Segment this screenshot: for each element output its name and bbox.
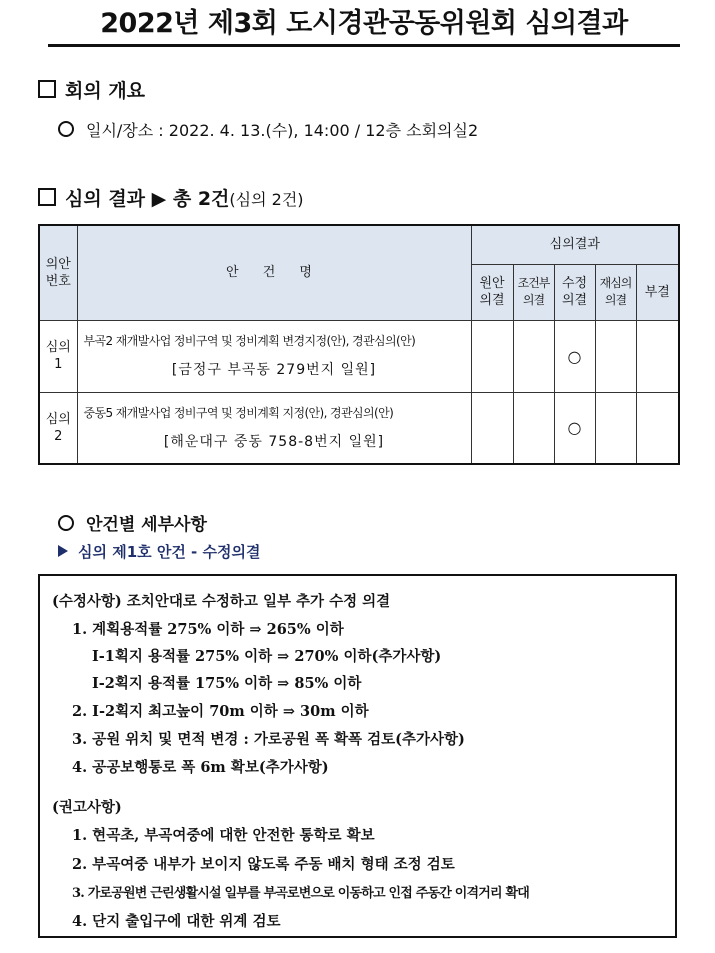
details-heading: 안건별 세부사항	[58, 510, 207, 535]
results-table	[38, 224, 680, 465]
results-heading: 심의 결과 ▶ 총 2건(심의 2건)	[38, 184, 304, 211]
col-header-rejected: 부결	[636, 264, 679, 320]
advice-title: (권고사항)	[52, 799, 122, 816]
mark-conditional	[513, 392, 554, 464]
overview-heading: 회의 개요	[38, 76, 145, 103]
col-header-group: 심의결과	[471, 225, 679, 264]
col-header-review: 재심의 의결	[595, 264, 636, 320]
revision-item: Ⅰ-2획지 용적률 175% 이하 ⇒ 85% 이하	[92, 675, 362, 692]
agenda-location: [해운대구 중동 758-8번지 일원]	[163, 433, 385, 450]
col-header-modified: 수정 의결	[554, 264, 595, 320]
col-header-number: 의안 번호	[39, 225, 77, 320]
row-agenda	[77, 392, 471, 464]
table-row	[39, 320, 679, 392]
mark-original	[471, 392, 513, 464]
row-number: 심의 2	[39, 392, 77, 464]
overview-datetime: 일시/장소 : 2022. 4. 13.(수), 14:00 / 12층 소회의실2	[58, 118, 478, 141]
revision-item: Ⅰ-1획지 용적률 275% 이하 ⇒ 270% 이하(추가사항)	[92, 648, 442, 665]
mark-rejected	[636, 320, 679, 392]
col-header-original: 원안 의결	[471, 264, 513, 320]
page-title: 2022년 제3회 도시경관공동위원회 심의결과	[48, 4, 680, 47]
mark-original	[471, 320, 513, 392]
mark-review	[595, 320, 636, 392]
revision-title: (수정사항) 조치안대로 수정하고 일부 추가 수정 의결	[52, 593, 391, 610]
row-number: 심의 1	[39, 320, 77, 392]
mark-rejected	[636, 392, 679, 464]
mark-review	[595, 392, 636, 464]
col-header-name: 안 건 명	[77, 225, 471, 320]
table-row	[39, 392, 679, 464]
agenda-title: 중동5 재개발사업 정비구역 및 정비계획 지정(안), 경관심의(안)	[83, 405, 394, 420]
row-agenda	[77, 320, 471, 392]
checkbox-square-icon	[38, 80, 56, 98]
col-header-conditional: 조건부 의결	[513, 264, 554, 320]
agenda-location: [금정구 부곡동 279번지 일원]	[171, 362, 377, 378]
mark-modified: ○	[554, 320, 595, 392]
checkbox-square-icon	[38, 188, 56, 206]
details-panel	[38, 574, 677, 938]
mark-modified: ○	[554, 392, 595, 464]
triangle-bullet-icon	[58, 545, 68, 557]
decision-line: 심의 제1호 안건 - 수정의결	[58, 541, 260, 562]
revision-item: 3. 공원 위치 및 면적 변경 : 가로공원 폭 확폭 검토(추가사항)	[72, 731, 465, 748]
mark-conditional	[513, 320, 554, 392]
advice-item: 4. 단지 출입구에 대한 위계 검토	[72, 913, 281, 930]
advice-item: 2. 부곡여중 내부가 보이지 않도록 주동 배치 형태 조정 검토	[72, 856, 455, 873]
revision-item: 4. 공공보행통로 폭 6m 확보(추가사항)	[72, 759, 329, 776]
circle-bullet-icon	[58, 121, 74, 137]
advice-item: 3. 가로공원변 근린생활시설 일부를 부곡로변으로 이동하고 인접 주동간 이격거리 확대	[72, 886, 530, 901]
advice-item: 1. 현곡초, 부곡여중에 대한 안전한 통학로 확보	[72, 827, 375, 844]
revision-item: 1. 계획용적률 275% 이하 ⇒ 265% 이하	[72, 621, 344, 638]
revision-item: 2. Ⅰ-2획지 최고높이 70m 이하 ⇒ 30m 이하	[72, 703, 369, 720]
agenda-title: 부곡2 재개발사업 정비구역 및 정비계획 변경지정(안), 경관심의(안)	[83, 334, 416, 348]
circle-bullet-icon	[58, 515, 74, 531]
